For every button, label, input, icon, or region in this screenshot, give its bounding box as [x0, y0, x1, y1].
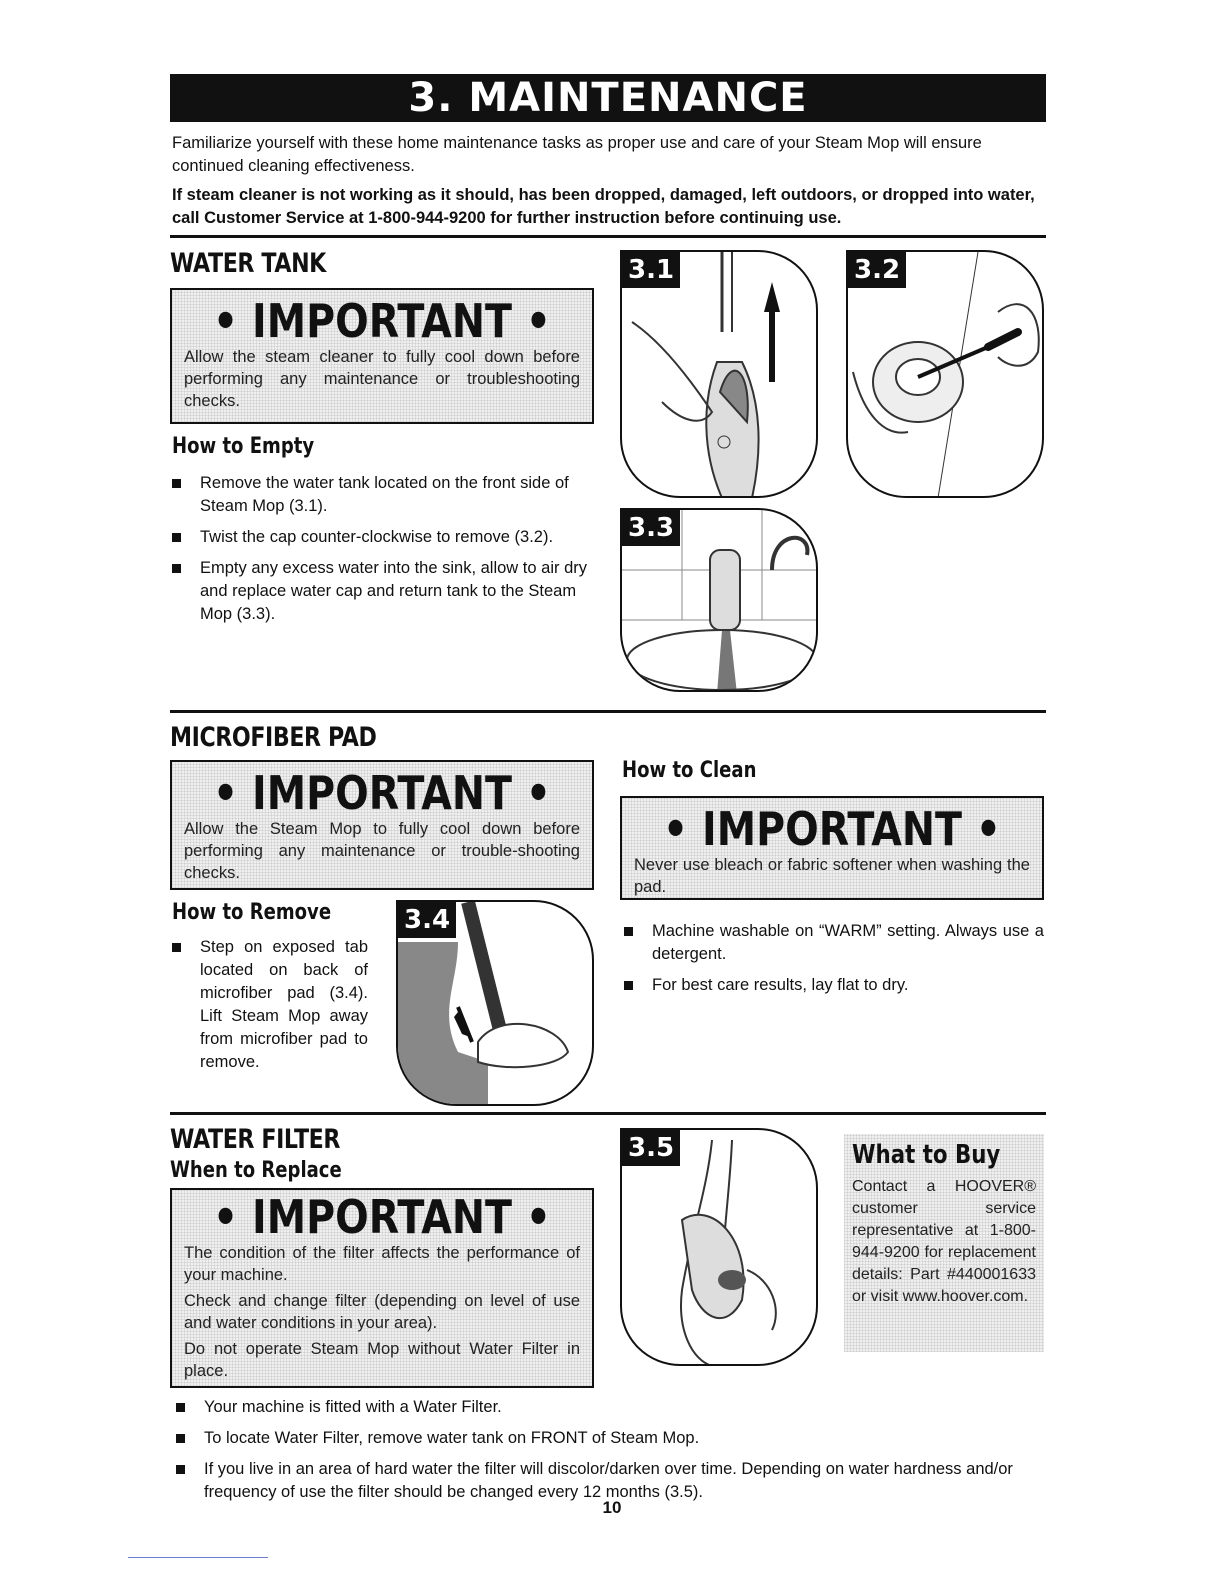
- clean-important-box: [620, 796, 1044, 900]
- important-text: Never use bleach or fabric softener when washing the pad.: [634, 856, 1030, 896]
- warning-text: If steam cleaner is not working as it should, has been dropped, damaged, left outdoors, or dropped into water, call Customer Service at 1-800-944-9200 for further instruction before continuing use.: [172, 186, 1035, 227]
- divider: [170, 235, 1046, 238]
- important-text: Allow the steam cleaner to fully cool down before performing any maintenance or troubleshooting checks.: [184, 348, 580, 410]
- what-to-buy-text: Contact a HOOVER® customer service representative at 1-800-944-9200 for replacement details: Part #440001633 or visit www.hoover.com.: [852, 1178, 1036, 1305]
- important-text: The condition of the filter affects the performance of your machine.: [184, 1244, 580, 1284]
- how-to-clean-list: [624, 920, 1044, 1005]
- divider: [170, 1112, 1046, 1115]
- water-tank-important-box: [170, 288, 594, 424]
- list-item: Machine washable on “WARM” setting. Always use a detergent.: [624, 920, 1044, 966]
- when-to-replace-heading: When to Replace: [170, 1158, 342, 1183]
- water-filter-list: [176, 1396, 1048, 1512]
- water-tank-heading: WATER TANK: [170, 248, 326, 279]
- how-to-remove-list: [172, 936, 368, 1082]
- figure-label: 3.5: [622, 1130, 680, 1166]
- important-text: Do not operate Steam Mop without Water Filter in place.: [184, 1340, 580, 1380]
- list-item: Remove the water tank located on the front side of Steam Mop (3.1).: [172, 472, 592, 518]
- how-to-remove-heading: How to Remove: [172, 900, 332, 925]
- important-title: • IMPORTANT •: [212, 294, 552, 348]
- figure-label: 3.1: [622, 252, 680, 288]
- figure-3-4: [396, 900, 594, 1106]
- cap-removal-illustration: [848, 252, 1044, 498]
- figure-label: 3.4: [398, 902, 456, 938]
- important-title: • IMPORTANT •: [212, 766, 552, 820]
- list-item: Empty any excess water into the sink, allow to air dry and replace water cap and return tank to the Steam Mop (3.3).: [172, 557, 592, 626]
- what-to-buy-box: [844, 1134, 1044, 1352]
- important-text: Check and change filter (depending on level of use and water conditions in your area).: [184, 1292, 580, 1332]
- figure-3-3: [620, 508, 818, 692]
- list-item: To locate Water Filter, remove water tank on FRONT of Steam Mop.: [176, 1427, 1048, 1450]
- figure-label: 3.3: [622, 510, 680, 546]
- how-to-empty-heading: How to Empty: [172, 434, 315, 459]
- important-title: • IMPORTANT •: [662, 802, 1002, 856]
- intro-text: Familiarize yourself with these home maintenance tasks as proper use and care of your Steam Mop will ensure continued cleaning effectiveness.: [172, 134, 982, 175]
- water-filter-heading: WATER FILTER: [170, 1124, 340, 1155]
- list-item: If you live in an area of hard water the filter will discolor/darken over time. Depending on water hardness and/or frequency of use the filter should be changed every 12 months (3.5).: [176, 1458, 1048, 1504]
- figure-3-2: [846, 250, 1044, 498]
- page-number: 10: [602, 1498, 622, 1517]
- steam-mop-tank-illustration: [622, 252, 818, 498]
- what-to-buy-heading: What to Buy: [852, 1140, 1001, 1170]
- list-item: Twist the cap counter-clockwise to remove (3.2).: [172, 526, 592, 549]
- section-title: 3. MAINTENANCE: [170, 74, 1046, 122]
- microfiber-important-box: [170, 760, 594, 890]
- list-item: Your machine is fitted with a Water Filter.: [176, 1396, 1048, 1419]
- figure-3-1: [620, 250, 818, 498]
- footer-line: [128, 1557, 268, 1558]
- microfiber-pad-heading: MICROFIBER PAD: [170, 722, 377, 753]
- divider: [170, 710, 1046, 713]
- list-item: For best care results, lay flat to dry.: [624, 974, 1044, 997]
- list-item: Step on exposed tab located on back of microfiber pad (3.4). Lift Steam Mop away from microfiber pad to remove.: [172, 936, 368, 1074]
- figure-label: 3.2: [848, 252, 906, 288]
- important-text: Allow the Steam Mop to fully cool down before performing any maintenance or trouble-shooting checks.: [184, 820, 580, 882]
- filter-important-box: [170, 1188, 594, 1388]
- important-title: • IMPORTANT •: [212, 1190, 552, 1244]
- how-to-empty-list: [172, 472, 592, 634]
- figure-3-5: [620, 1128, 818, 1366]
- how-to-clean-heading: How to Clean: [622, 758, 757, 783]
